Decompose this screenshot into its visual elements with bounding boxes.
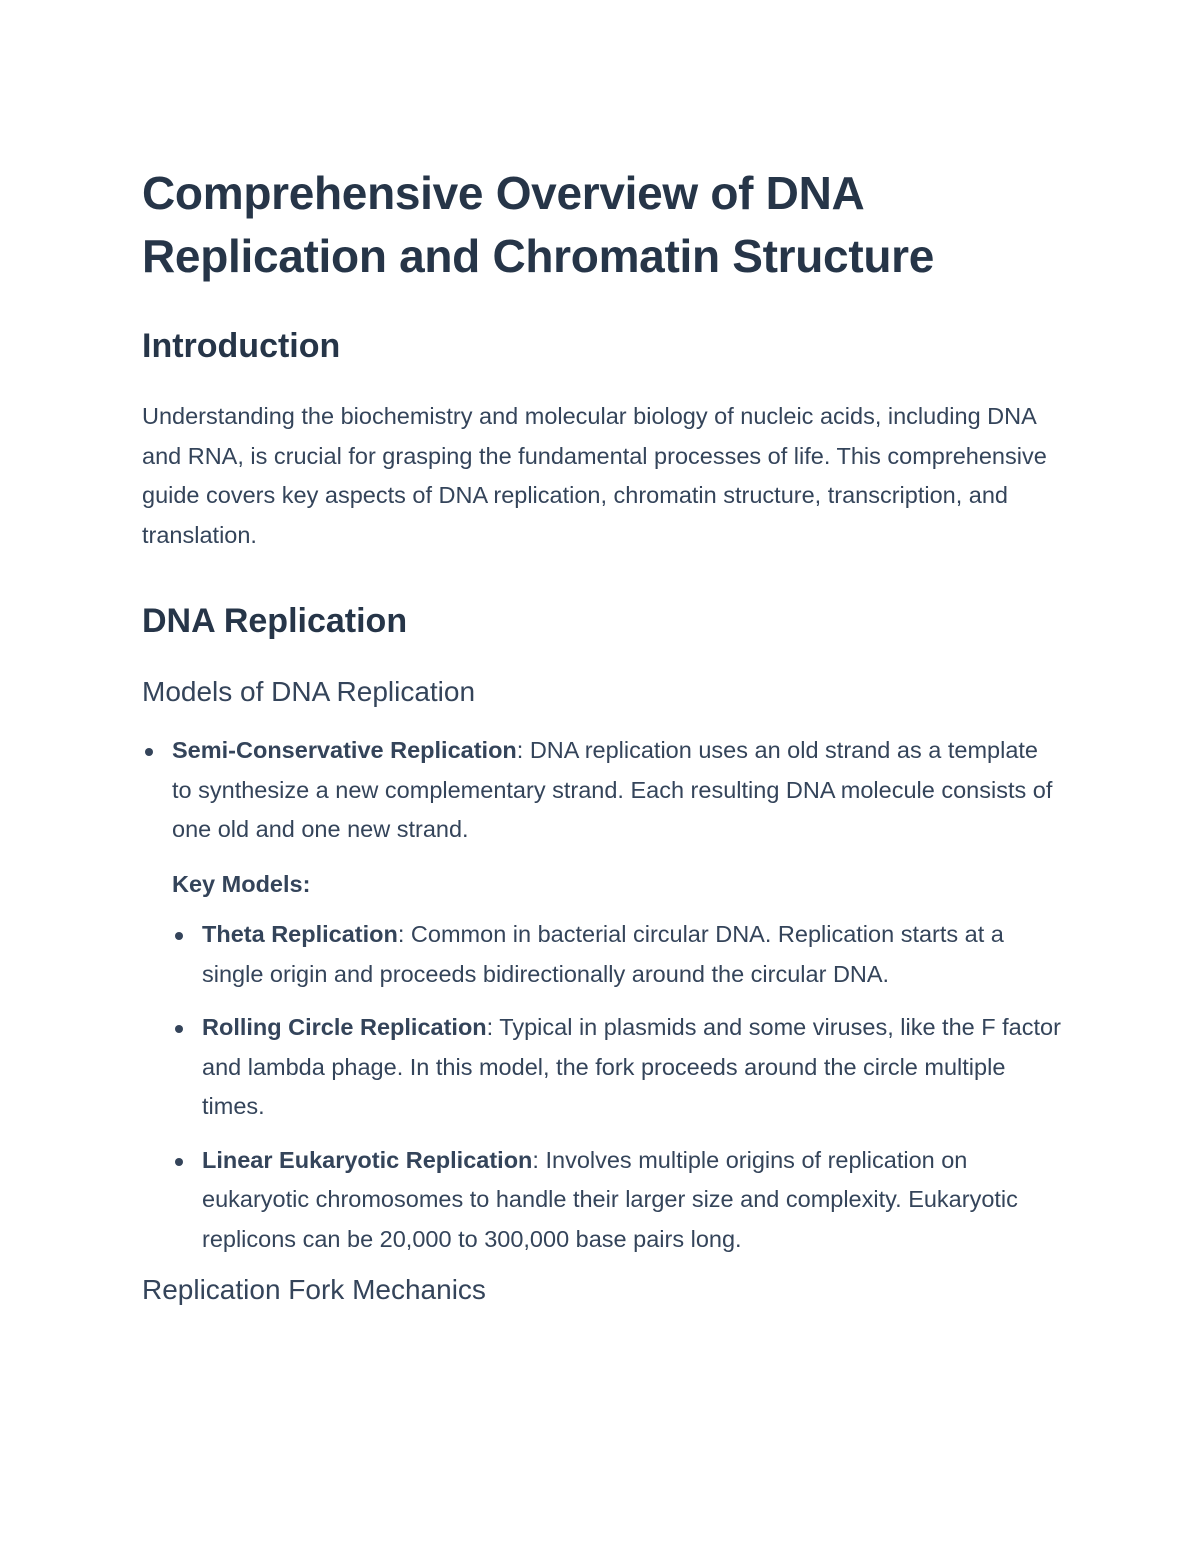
fork-mechanics-heading: Replication Fork Mechanics [142, 1274, 486, 1305]
term-label: Semi-Conservative Replication [172, 737, 517, 763]
document-page [142, 162, 1062, 1307]
models-heading: Models of DNA Replication [142, 676, 476, 707]
bullet-icon [145, 748, 153, 756]
term-description: : Typical in plasmids and some viruses, like the F factor and lambda phage. In this model, the fork proceeds around the circle multiple times. [202, 1014, 1061, 1119]
list-item-text [202, 915, 1062, 994]
introduction-heading: Introduction [142, 327, 341, 365]
term-label: Linear Eukaryotic Replication [202, 1146, 533, 1173]
models-list [142, 731, 1062, 1259]
list-item-rolling-circle [172, 1008, 1062, 1127]
key-models-label [172, 865, 1062, 905]
term-description: : DNA replication uses an old strand as a template to synthesize a new complementary strand. Each resulting DNA molecule consists of one old and one new strand. [172, 737, 1053, 842]
list-item-text [202, 1141, 1062, 1260]
page-title: Comprehensive Overview of DNA Replication and Chromatin Structure [142, 167, 935, 282]
bullet-icon [175, 932, 183, 940]
list-item-semi-conservative [142, 731, 1062, 1259]
bullet-icon [175, 1158, 183, 1166]
list-item-theta [172, 915, 1062, 994]
term-label: Theta Replication [202, 921, 398, 947]
term-description: : Common in bacterial circular DNA. Replication starts at a single origin and proceeds bidirectionally around the circular DNA. [202, 921, 1004, 987]
introduction-paragraph: Understanding the biochemistry and molecular biology of nucleic acids, including DNA and RNA, is crucial for grasping the fundamental processes of life. This comprehensive guide covers key aspects of DNA replication, chromatin structure, transcription, and translation. [142, 403, 1047, 548]
bullet-icon [175, 1025, 183, 1033]
term-description: : Involves multiple origins of replication on eukaryotic chromosomes to handle their larger size and complexity. Eukaryotic replicons can be 20,000 to 300,000 base pairs long. [202, 1146, 1018, 1252]
key-models-list [172, 915, 1062, 1259]
key-models-colon: : [302, 870, 311, 897]
key-models-text: Key Models [172, 870, 303, 897]
list-item-linear-eukaryotic [172, 1141, 1062, 1260]
list-item-text [202, 1008, 1062, 1127]
list-item-text [172, 731, 1062, 850]
dna-replication-heading: DNA Replication [142, 602, 408, 640]
term-label: Rolling Circle Replication [202, 1014, 487, 1040]
